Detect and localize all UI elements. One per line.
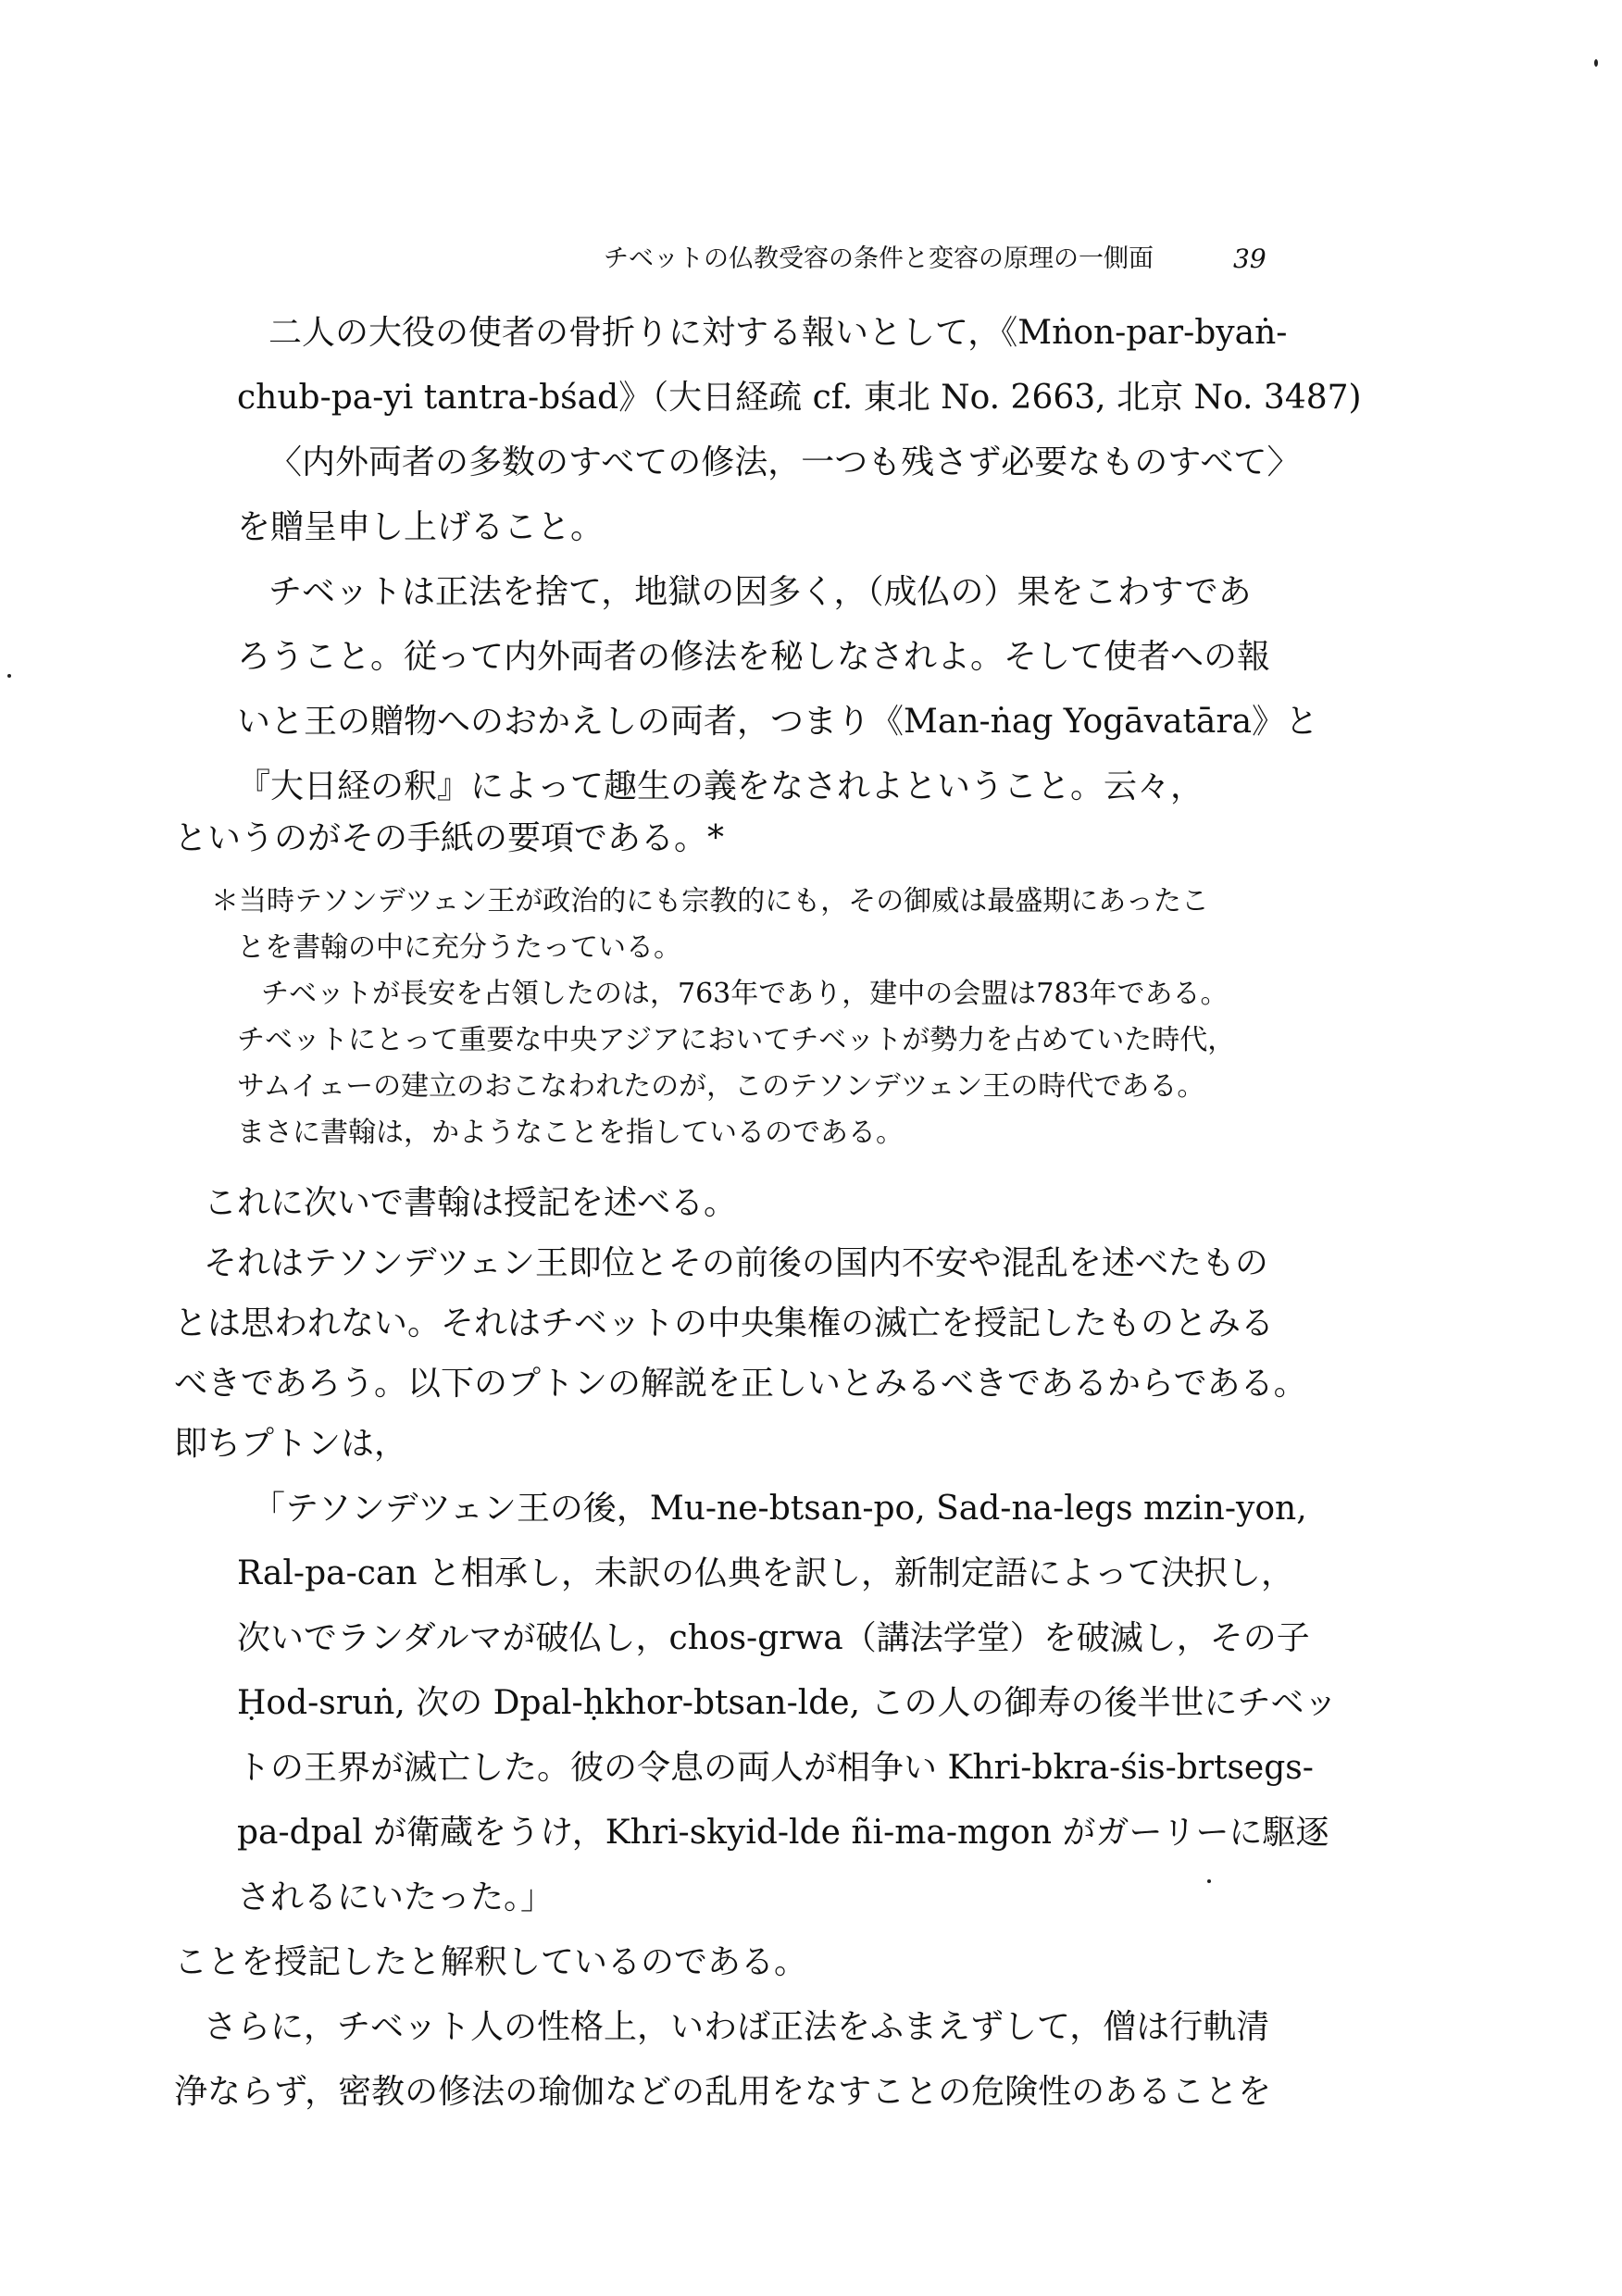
body-line: ろうこと。従って内外両者の修法を秘しなされよ。そして使者への報 — [237, 638, 1271, 676]
running-title: チベットの仏教受容の条件と変容の原理の一側面 — [604, 244, 1154, 273]
quote-line: 次いでランダルマが破仏し，chos-grwa（講法学堂）を破滅し，その子 — [237, 1619, 1310, 1657]
footnote-line: とを書翰の中に充分うたっている。 — [237, 931, 681, 964]
body-line: チベットは正法を捨て，地獄の因多く，（成仏の）果をこわすであ — [268, 573, 1252, 611]
quote-line: されるにいたった。」 — [237, 1878, 555, 1916]
body-line: というのがその手紙の要項である。* — [174, 819, 725, 857]
scan-speck — [7, 674, 11, 678]
body-line: それはテソンデツェン王即位とその前後の国内不安や混乱を述べたもの — [204, 1244, 1268, 1282]
footnote-line: チベットにとって重要な中央アジアにおいてチベットが勢力を占めていた時代， — [237, 1024, 1236, 1056]
body-line: を贈呈申し上げること。 — [237, 508, 605, 546]
quote-line: トの王界が滅亡した。彼の令息の両人が相争い Khri-bkra-śis-brtsegs- — [237, 1749, 1314, 1787]
quote-line: pa-dpal が衛蔵をうけ，Khri-skyid-lde ñi-ma-mgon がガーリーに駆逐 — [237, 1814, 1329, 1852]
body-line: べきであろう。以下のプトンの解説を正しいとみるべきであるからである。 — [174, 1365, 1307, 1403]
footnote-line: まさに書翰は，かようなことを指しているのである。 — [237, 1117, 904, 1149]
body-line: ことを授記したと解釈しているのである。 — [174, 1943, 808, 1981]
page-number: 39 — [1233, 243, 1266, 274]
body-line: 即ちプトンは， — [174, 1425, 408, 1463]
body-line: これに次いで書翰は授記を述べる。 — [204, 1184, 738, 1222]
footnote-line: ＊当時テソンデツェン王が政治的にも宗教的にも，その御威は最盛期にあったこ — [211, 885, 1209, 917]
body-line: chub-pa-yi tantra-bśad》（大日経疏 cf. 東北 No. 2663, 北京 No. 3487) — [237, 379, 1362, 417]
quote-line: Ḥod-sruṅ, 次の Dpal-ḥkhor-btsan-lde, この人の御寿の後半世にチベッ — [237, 1684, 1338, 1722]
quote-line: Ral-pa-can と相承し，未訳の仏典を訳し，新制定語によって決択し， — [237, 1554, 1294, 1592]
body-line: 『大日経の釈』によって趣生の義をなされよということ。云々， — [237, 767, 1204, 805]
body-line: 浄ならず，密教の修法の瑜伽などの乱用をなすことの危険性のあることを — [174, 2073, 1272, 2111]
body-line: 〈内外両者の多数のすべての修法，一つも残さず必要なものすべて〉 — [268, 443, 1301, 481]
body-line: いと王の贈物へのおかえしの両者，つまり《Man-ṅag Yogāvatāra》と — [237, 703, 1319, 741]
quote-line: 「テソンデツェン王の後，Mu-ne-btsan-po, Sad-na-legs mzin-yon, — [252, 1490, 1307, 1528]
scan-speck — [1594, 59, 1598, 67]
body-line: 二人の大役の使者の骨折りに対する報いとして，《Mṅon-par-byaṅ- — [268, 314, 1288, 352]
footnote-line: チベットが長安を占領したのは，763年であり，建中の会盟は783年である。 — [261, 978, 1229, 1010]
body-line: さらに，チベット人の性格上，いわば正法をふまえずして，僧は行軌清 — [204, 2008, 1270, 2046]
footnote-line: サムイェーの建立のおこなわれたのが，このテソンデツェン王の時代である。 — [237, 1070, 1205, 1103]
scan-speck — [1207, 1879, 1211, 1883]
page-header — [593, 239, 1266, 280]
body-line: とは思われない。それはチベットの中央集権の滅亡を授記したものとみる — [174, 1304, 1275, 1342]
